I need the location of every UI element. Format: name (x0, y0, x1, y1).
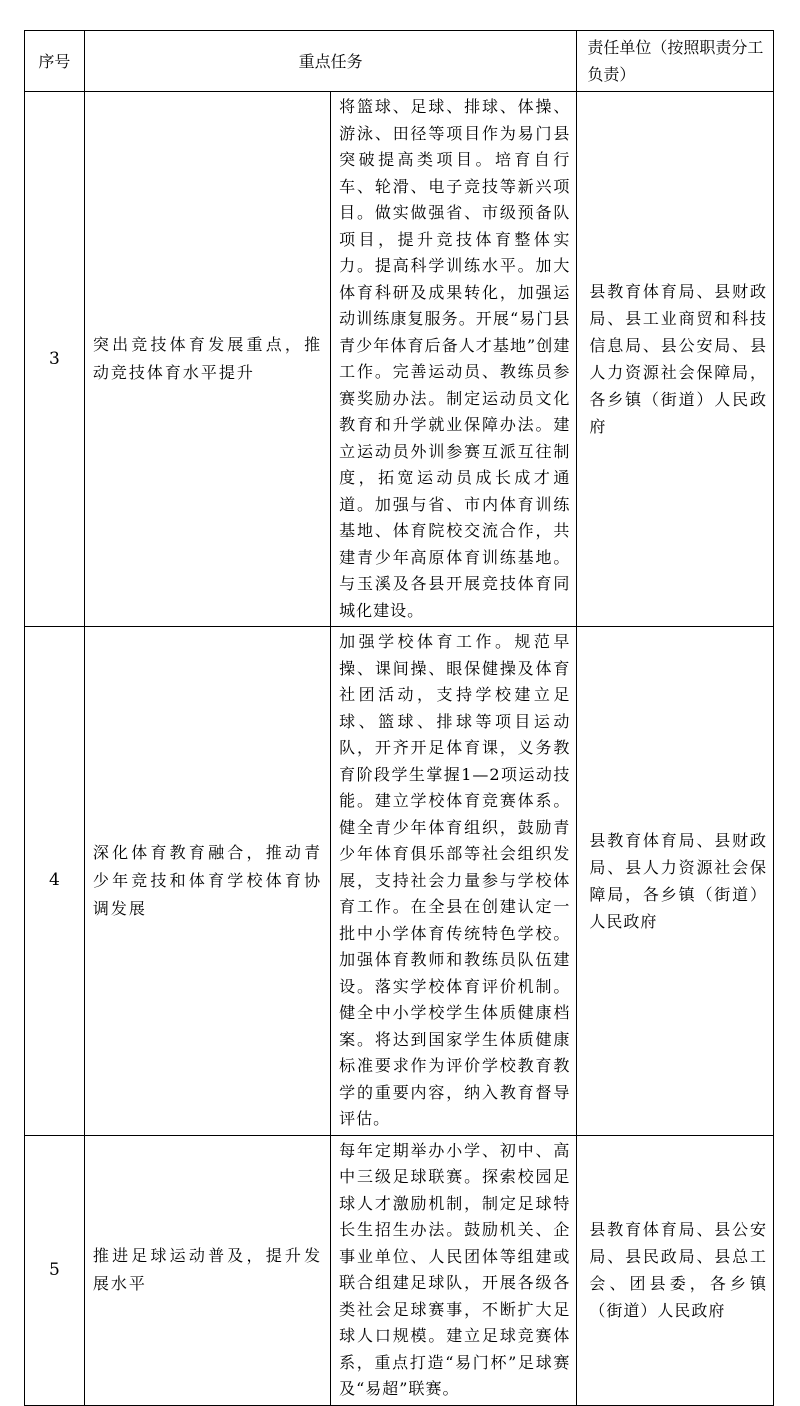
row-seq: 3 (25, 92, 85, 627)
row-task: 加强学校体育工作。规范早操、课间操、眼保健操及体育社团活动，支持学校建立足球、篮球、排球等项目运动队，开齐开足体育课，义务教育阶段学生掌握1—2项运动技能。建立学校体育竞赛体系。健全青少年体育组织，鼓励青少年体育俱乐部等社会组织发展，支持社会力量参与学校体育工作。在全县在创建认定一批中小学体育传统特色学校。加强体育教师和教练员队伍建设。落实学校体育评价机制。健全中小学校学生体质健康档案。将达到国家学生体质健康标准要求作为评价学校教育教学的重要内容，纳入教育督导评估。 (331, 627, 577, 1136)
table-row (25, 1135, 774, 1405)
row-seq: 4 (25, 627, 85, 1136)
row-task: 将篮球、足球、排球、体操、游泳、田径等项目作为易门县突破提高类项目。培育自行车、轮滑、电子竞技等新兴项目。做实做强省、市级预备队项目，提升竞技体育整体实力。提高科学训练水平。加大体育科研及成果转化，加强运动训练康复服务。开展“易门县青少年体育后备人才基地”创建工作。完善运动员、教练员参赛奖励办法。制定运动员文化教育和升学就业保障办法。建立运动员外训参赛互派互往制度，拓宽运动员成长成才通道。加强与省、市内体育训练基地、体育院校交流合作，共建青少年高原体育训练基地。与玉溪及各县开展竞技体育同城化建设。 (331, 92, 577, 627)
table-header-row (25, 31, 774, 92)
row-name: 推进足球运动普及，提升发展水平 (84, 1135, 330, 1405)
header-task: 重点任务 (84, 31, 577, 92)
table-row (25, 92, 774, 627)
header-seq: 序号 (25, 31, 85, 92)
header-unit: 责任单位（按照职责分工负责） (577, 31, 774, 92)
row-unit: 县教育体育局、县财政局、县工业商贸和科技信息局、县公安局、县人力资源社会保障局，各乡镇（街道）人民政府 (577, 92, 774, 627)
task-table (24, 30, 774, 1406)
row-name: 突出竞技体育发展重点，推动竞技体育水平提升 (84, 92, 330, 627)
table-row (25, 627, 774, 1136)
row-task: 每年定期举办小学、初中、高中三级足球联赛。探索校园足球人才激励机制，制定足球特长生招生办法。鼓励机关、企事业单位、人民团体等组建或联合组建足球队，开展各级各类社会足球赛事，不断扩大足球人口规模。建立足球竞赛体系，重点打造“易门杯”足球赛及“易超”联赛。 (331, 1135, 577, 1405)
row-name: 深化体育教育融合，推动青少年竞技和体育学校体育协调发展 (84, 627, 330, 1136)
row-seq: 5 (25, 1135, 85, 1405)
row-unit: 县教育体育局、县公安局、县民政局、县总工会、团县委，各乡镇（街道）人民政府 (577, 1135, 774, 1405)
row-unit: 县教育体育局、县财政局、县人力资源社会保障局，各乡镇（街道）人民政府 (577, 627, 774, 1136)
